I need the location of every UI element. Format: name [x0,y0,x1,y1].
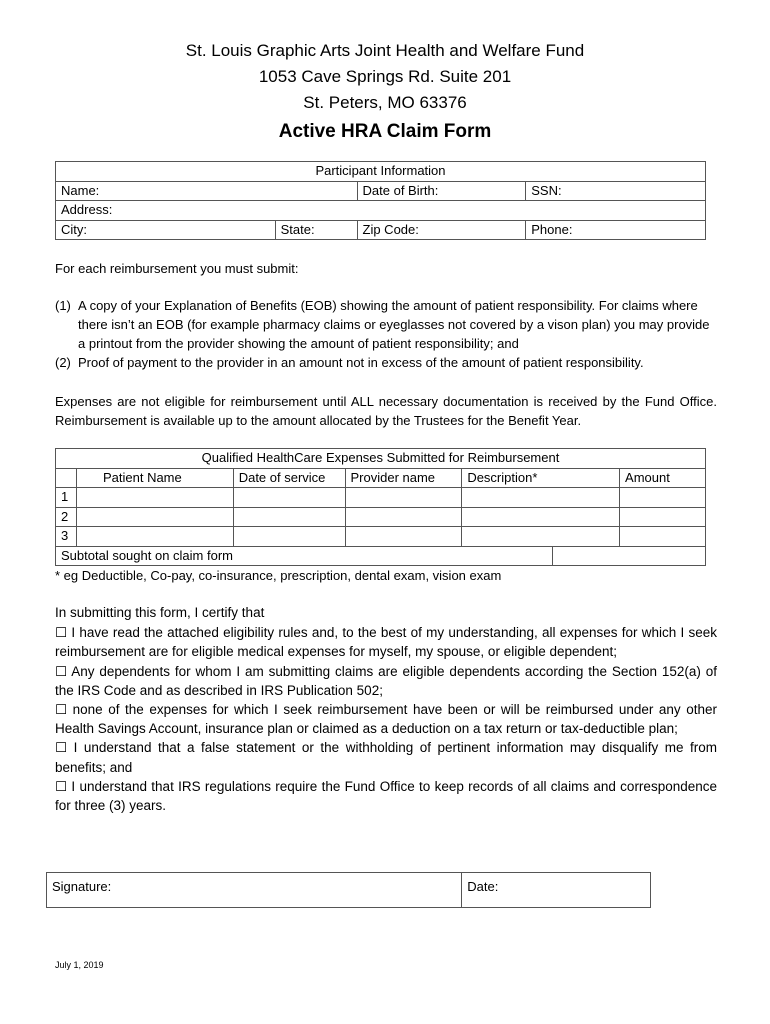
list-item-number: (2) [55,355,71,370]
row-number: 2 [56,507,77,527]
ssn-field[interactable]: SSN: [526,181,706,201]
patient-name-cell[interactable] [76,527,233,547]
amount-cell[interactable] [620,488,706,508]
table-row [56,488,706,508]
col-date-of-service: Date of service [233,468,345,488]
name-field[interactable]: Name: [56,181,358,201]
description-cell[interactable] [462,507,620,527]
instructions-intro: For each reimbursement you must submit: [55,261,299,276]
list-item-text: A copy of your Explanation of Benefits (EOB) showing the amount of patient responsibility. For claims where there isn’t an EOB (for example pharmacy claims or eyeglasses not covered by a vison plan) you may provide a printout from the provider showing the amount of patient responsibility; and [78,298,710,351]
signature-table [46,872,651,908]
description-cell[interactable] [462,488,620,508]
certification-item-false-statement[interactable]: ☐ I understand that a false statement or the withholding of pertinent information may disqualify me from benefits; and [55,740,717,775]
dob-field[interactable]: Date of Birth: [357,181,526,201]
patient-name-cell[interactable] [76,507,233,527]
provider-name-cell[interactable] [345,488,462,508]
eligibility-paragraph: Expenses are not eligible for reimbursement until ALL necessary documentation is received by the Fund Office. Reimbursement is available up to the amount allocated by the Trustees for the Benefit Year. [55,394,717,428]
patient-name-cell[interactable] [76,488,233,508]
certification-lead: In submitting this form, I certify that [55,605,265,620]
org-address-line1: 1053 Cave Springs Rd. Suite 201 [258,67,512,86]
signature-field[interactable]: Signature: [47,873,462,908]
list-item-text: Proof of payment to the provider in an amount not in excess of the amount of patient responsibility. [78,355,644,370]
date-of-service-cell[interactable] [233,507,345,527]
zip-field[interactable]: Zip Code: [357,220,526,240]
instructions [55,259,717,372]
date-of-service-cell[interactable] [233,488,345,508]
footer-date: July 1, 2019 [55,960,104,970]
subtotal-label: Subtotal sought on claim form [56,546,553,566]
col-patient-name: Patient Name [76,468,233,488]
certification-item-records[interactable]: ☐ I understand that IRS regulations require the Fund Office to keep records of all claims and correspondence for three (3) years. [55,778,717,814]
date-of-service-cell[interactable] [233,527,345,547]
provider-name-cell[interactable] [345,507,462,527]
signature-date-field[interactable]: Date: [462,873,651,908]
city-field[interactable]: City: [56,220,276,240]
participant-section-title: Participant Information [56,162,706,182]
certification-item-dependents[interactable]: ☐ Any dependents for whom I am submitting claims are eligible dependents according the Section 152(a) of the IRS Code and as described in IRS Publication 502; [55,663,717,698]
address-field[interactable]: Address: [56,201,706,221]
list-item-number: (1) [55,298,71,313]
provider-name-cell[interactable] [345,527,462,547]
list-item [55,296,717,353]
certification-item-no-other-reimbursement[interactable]: ☐ none of the expenses for which I seek reimbursement have been or will be reimbursed under any other Health Savings Account, insurance plan or claimed as a deduction on a tax return or tax-deductible plan; [55,702,717,737]
col-provider-name: Provider name [345,468,462,488]
org-name: St. Louis Graphic Arts Joint Health and Welfare Fund [185,41,585,60]
col-description: Description* [462,468,620,488]
phone-field[interactable]: Phone: [526,220,706,240]
expenses-footnote: * eg Deductible, Co-pay, co-insurance, prescription, dental exam, vision exam [55,568,502,583]
table-row [56,507,706,527]
expenses-table [55,448,706,566]
row-number: 3 [56,527,77,547]
amount-cell[interactable] [620,527,706,547]
subtotal-amount-cell[interactable] [553,546,706,566]
certification-item-eligibility-rules[interactable]: ☐ I have read the attached eligibility rules and, to the best of my understanding, all expenses for which I seek reimbursement are for eligible medical expenses for myself, my spouse, or eligible dependent; [55,625,717,660]
description-cell[interactable] [462,527,620,547]
table-row [56,527,706,547]
form-header [0,38,770,146]
amount-cell[interactable] [620,507,706,527]
col-amount: Amount [620,468,706,488]
state-field[interactable]: State: [275,220,357,240]
org-address-line2: St. Peters, MO 63376 [303,93,467,112]
form-title: Active HRA Claim Form [278,121,492,142]
row-number: 1 [56,488,77,508]
expenses-section-title: Qualified HealthCare Expenses Submitted for Reimbursement [56,449,706,469]
certification-section [55,603,717,815]
list-item [55,353,717,372]
participant-info-table [55,161,706,240]
